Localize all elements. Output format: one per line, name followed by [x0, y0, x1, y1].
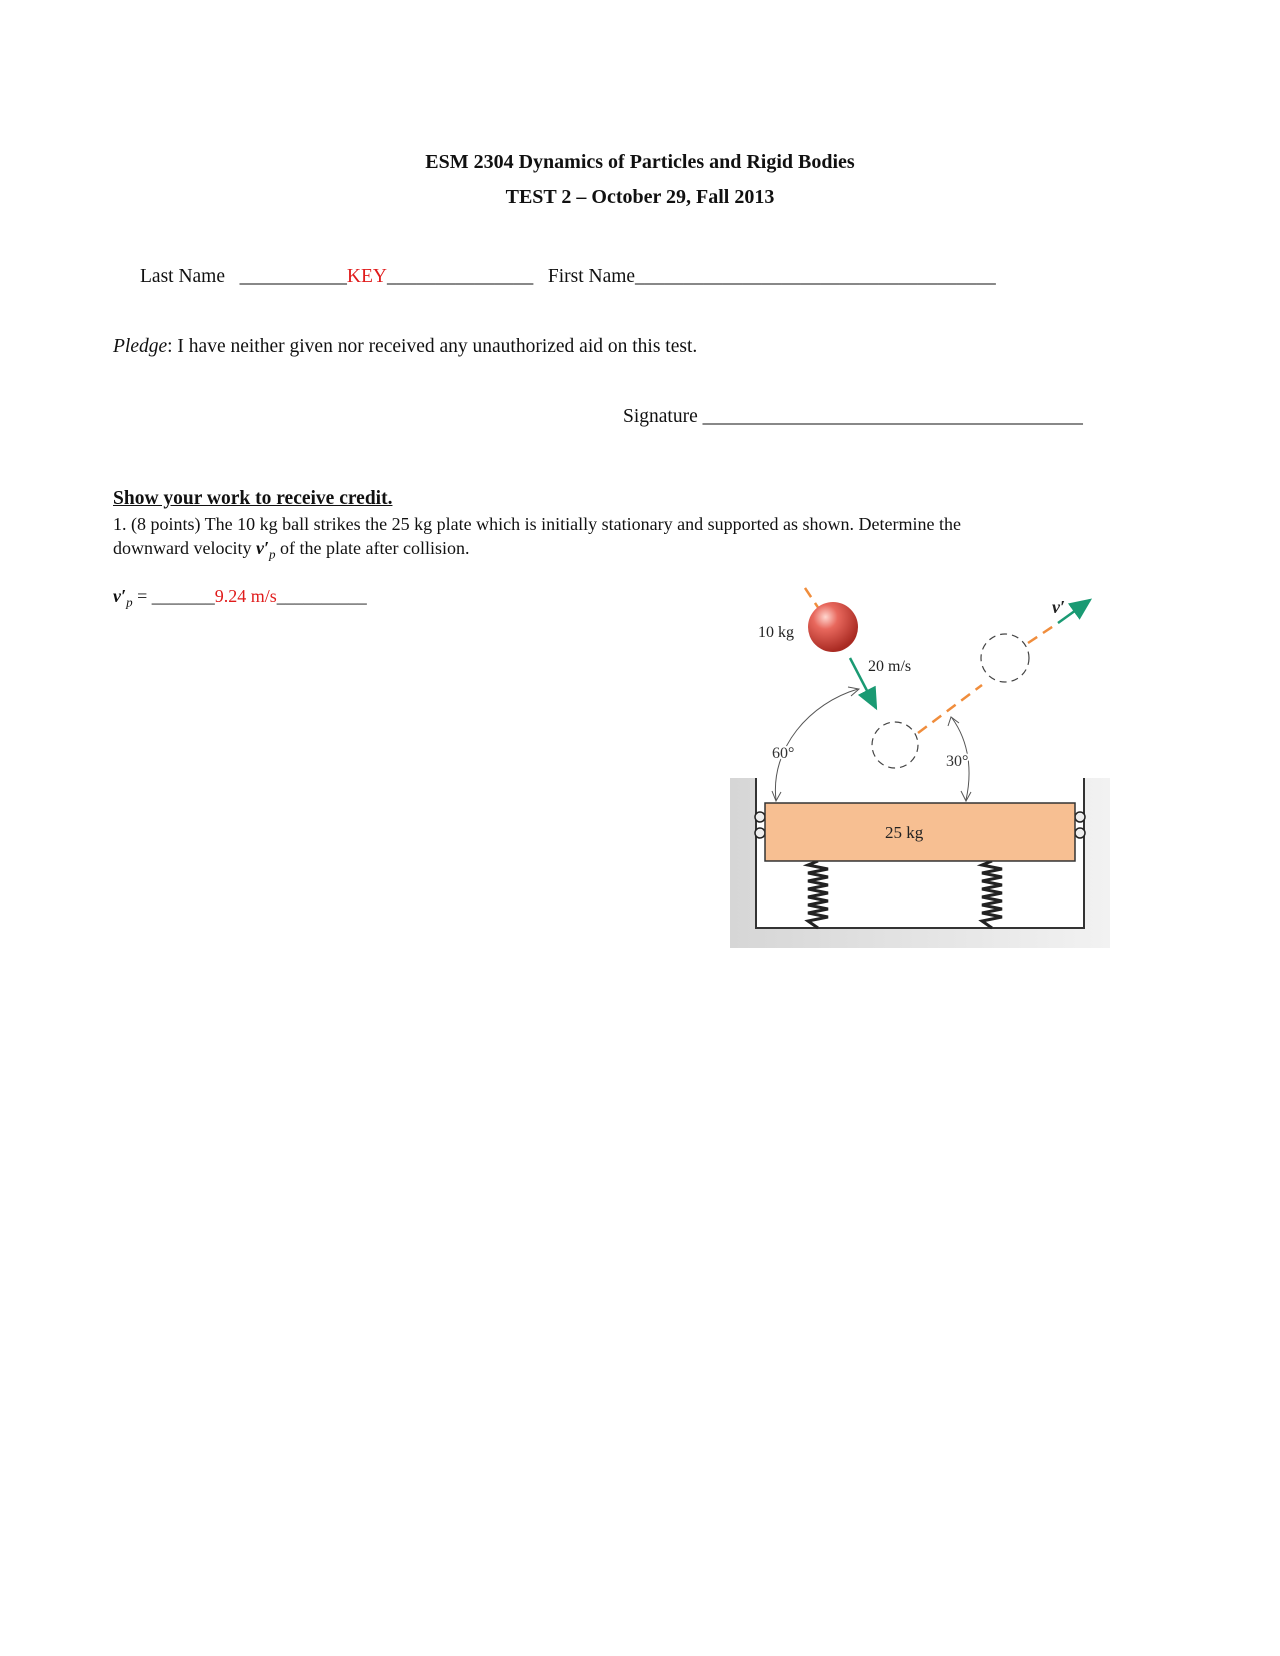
answer-symbol: v′: [113, 586, 127, 606]
signature-line: [623, 406, 1083, 428]
problem1-line2-pre: downward velocity: [113, 538, 256, 558]
problem1-line1: 1. (8 points) The 10 kg ball strikes the 25 kg plate which is initially stationary and supported as shown. Determine the: [113, 514, 962, 534]
answer-blank-after: __________: [276, 586, 367, 606]
course-title: ESM 2304 Dynamics of Particles and Rigid Bodies: [425, 151, 855, 173]
ball-impact-outline: [872, 722, 918, 768]
pledge-text: : I have neither given nor received any unauthorized aid on this test.: [167, 336, 698, 357]
rebound-path-1: [918, 685, 982, 733]
velocity-subscript: p: [269, 546, 276, 562]
answer-value: 9.24 m/s: [214, 586, 277, 606]
last-name-blank-after: _______________: [386, 266, 534, 287]
ball: [808, 602, 858, 652]
signature-blank: _______________________________________: [702, 406, 1083, 427]
roller-left-bottom-icon: [755, 828, 765, 838]
last-name-value: KEY: [346, 266, 387, 287]
roller-right-bottom-icon: [1075, 828, 1085, 838]
problem1-line2: [113, 538, 469, 563]
answer-subscript: p: [126, 594, 133, 610]
pledge-line: [113, 336, 697, 358]
problem1-line2-post: of the plate after collision.: [275, 538, 470, 558]
last-name-label: Last Name: [140, 266, 226, 287]
last-name-blank-before: ___________: [239, 266, 347, 287]
pledge-label: Pledge: [113, 336, 168, 357]
test-title: TEST 2 – October 29, Fall 2013: [505, 186, 775, 208]
ball-speed-label: 20 m/s: [868, 658, 912, 675]
plate-mass-label: 25 kg: [885, 823, 924, 842]
first-name-blank: _____________________________________: [635, 266, 996, 287]
answer-equals: =: [132, 586, 152, 606]
signature-label: Signature: [623, 406, 698, 427]
instructions-heading: Show your work to receive credit.: [113, 488, 393, 509]
rebound-path-2: [1028, 623, 1058, 643]
angle-out-label: 30°: [946, 753, 969, 770]
velocity-out-label: v′: [1052, 597, 1066, 617]
first-name-label: First Name: [547, 266, 636, 287]
name-line: [140, 266, 996, 288]
answer-blank-before: _______: [151, 586, 215, 606]
roller-right-top-icon: [1075, 812, 1085, 822]
roller-left-top-icon: [755, 812, 765, 822]
ball-rebound-outline: [981, 634, 1029, 682]
angle-in-label: 60°: [772, 745, 795, 762]
collision-figure: [720, 583, 1120, 948]
velocity-symbol: v′: [255, 538, 270, 558]
ball-mass-label: 10 kg: [758, 624, 794, 641]
answer-line: [113, 586, 367, 611]
angle-30-arrowhead-2-icon: [948, 717, 959, 726]
